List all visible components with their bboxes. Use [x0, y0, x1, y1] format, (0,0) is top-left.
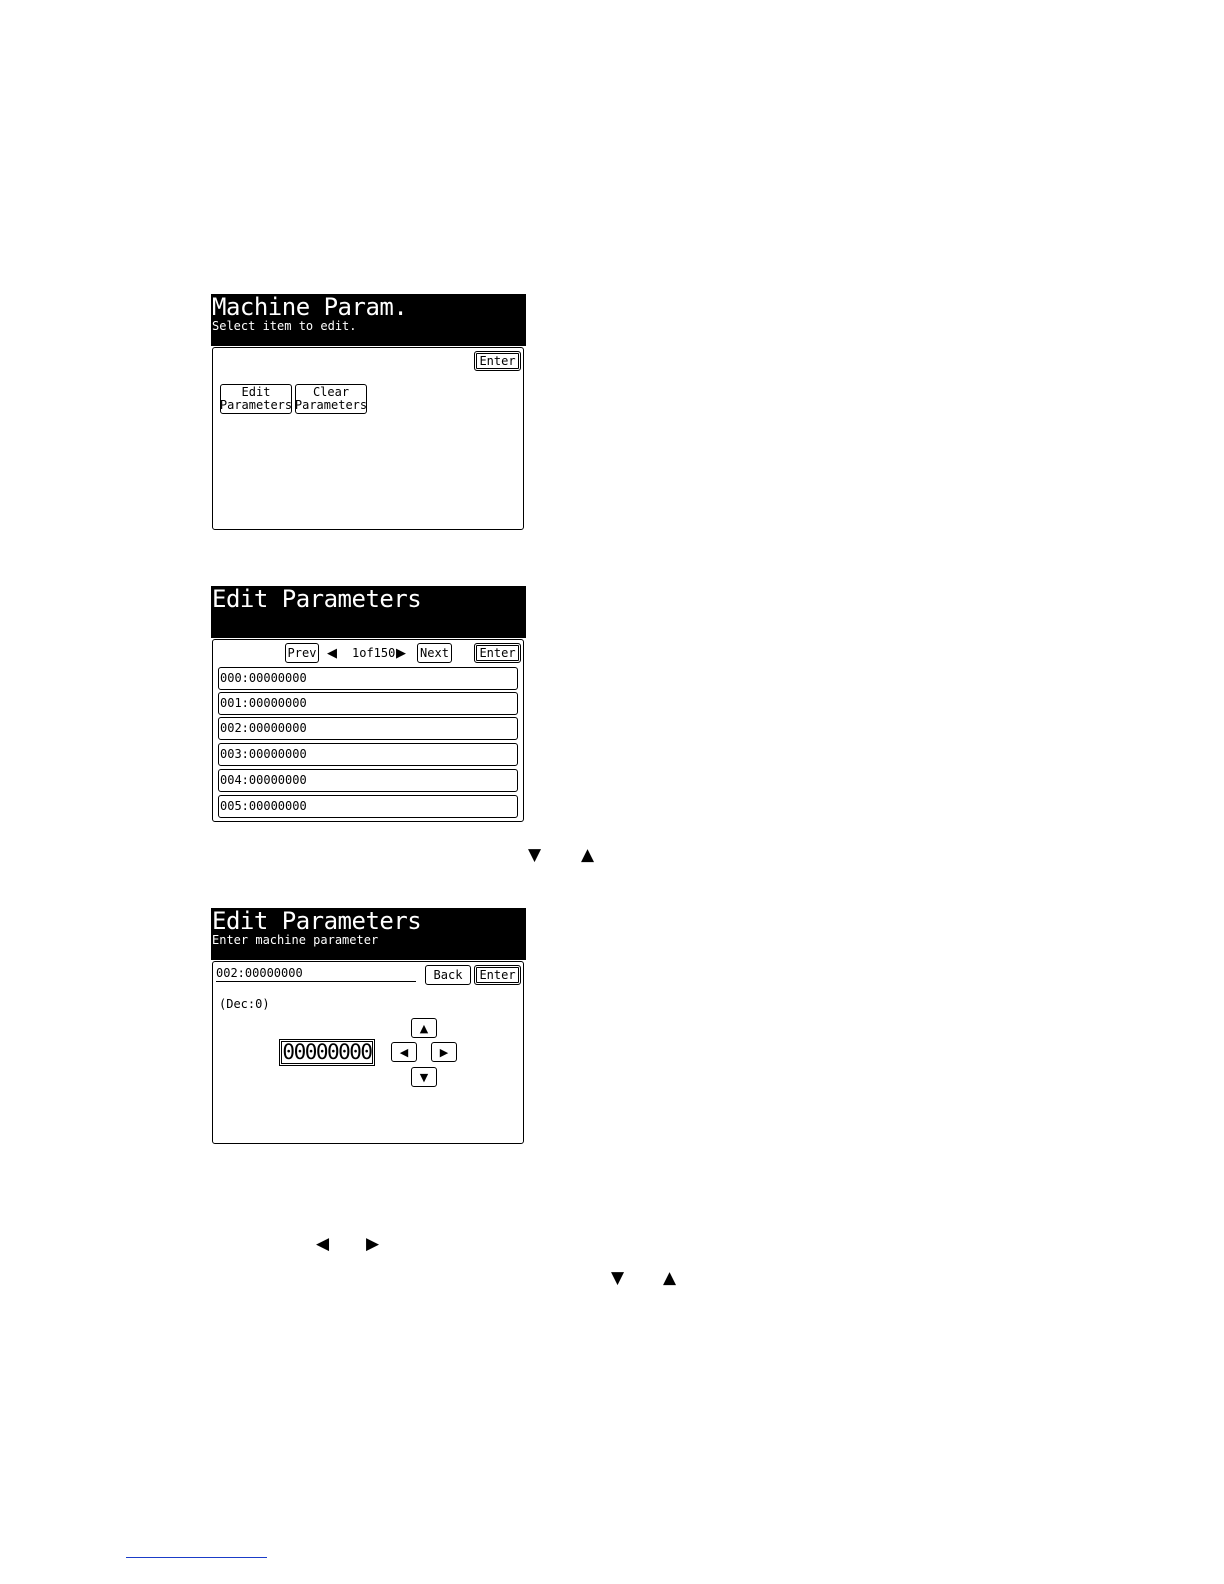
- edit-parameters-list-screen: [211, 586, 526, 822]
- screen-header: [211, 586, 526, 638]
- screen-header: [211, 908, 526, 960]
- machine-param-screen: [211, 294, 526, 530]
- screen-body: [212, 347, 524, 530]
- down-key-icon: ▼: [419, 1070, 429, 1084]
- up-key-icon: ▲: [419, 1021, 429, 1035]
- screen-header: [211, 294, 526, 346]
- param-row-002[interactable]: 002:00000000: [218, 717, 518, 740]
- prev-button[interactable]: Prev: [285, 643, 319, 663]
- left-key-icon: ◀: [399, 1045, 409, 1059]
- param-row-001[interactable]: 001:00000000: [218, 692, 518, 715]
- back-button[interactable]: Back: [425, 965, 471, 985]
- screen-subtitle: Select item to edit.: [212, 319, 357, 333]
- screen-body: [212, 961, 524, 1144]
- left-key-button[interactable]: [391, 1042, 417, 1062]
- up-arrow-icon: ▲: [581, 845, 595, 865]
- param-row-005[interactable]: 005:00000000: [218, 795, 518, 818]
- up-arrow-icon: ▲: [663, 1268, 677, 1288]
- param-row-000[interactable]: 000:00000000: [218, 667, 518, 690]
- down-arrow-icon: ▼: [528, 845, 542, 865]
- param-row-003[interactable]: 003:00000000: [218, 743, 518, 766]
- edit-parameter-value-screen: [211, 908, 526, 1144]
- decimal-readout: (Dec:0): [219, 997, 270, 1011]
- screen-title: Machine Param.: [212, 293, 408, 321]
- up-key-button[interactable]: [411, 1018, 437, 1038]
- down-arrow-icon: ▼: [611, 1268, 625, 1288]
- left-arrow-icon: ◀: [316, 1234, 330, 1254]
- screen-title: Edit Parameters: [212, 907, 422, 935]
- enter-button[interactable]: Enter: [474, 965, 521, 985]
- clear-parameters-line2: Parameters: [294, 398, 368, 412]
- page-left-arrow-icon: ◀: [327, 646, 337, 661]
- parameter-value-input[interactable]: 00000000: [279, 1039, 375, 1066]
- screen-title: Edit Parameters: [212, 585, 422, 613]
- edit-parameters-button[interactable]: [220, 384, 292, 414]
- right-key-button[interactable]: [431, 1042, 457, 1062]
- edit-parameters-line1: Edit: [241, 385, 271, 399]
- down-key-button[interactable]: [411, 1067, 437, 1087]
- page-right-arrow-icon: ▶: [396, 646, 406, 661]
- param-row-004[interactable]: 004:00000000: [218, 769, 518, 792]
- enter-button[interactable]: Enter: [474, 643, 521, 663]
- enter-button[interactable]: Enter: [474, 351, 521, 371]
- edit-parameters-line2: Parameters: [219, 398, 293, 412]
- clear-parameters-line1: Clear: [312, 385, 350, 399]
- right-arrow-icon: ▶: [366, 1234, 380, 1254]
- footer-link-underline[interactable]: [126, 1557, 267, 1558]
- right-key-icon: ▶: [439, 1045, 449, 1059]
- screen-subtitle: Enter machine parameter: [212, 933, 379, 947]
- next-button[interactable]: Next: [417, 643, 452, 663]
- selected-parameter-label: 002:00000000: [216, 965, 416, 982]
- page-indicator: 1of150: [352, 646, 396, 660]
- screen-body: [212, 639, 524, 822]
- clear-parameters-button[interactable]: [295, 384, 367, 414]
